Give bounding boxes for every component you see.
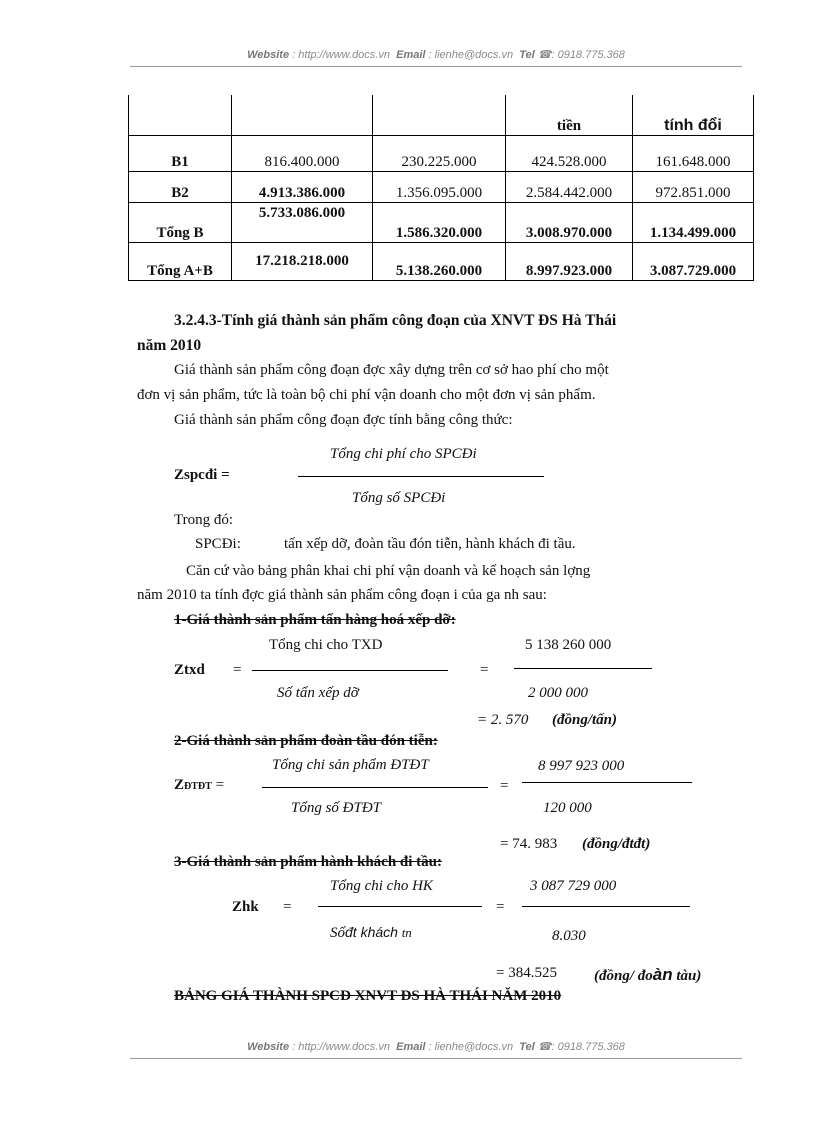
formula-denominator: [330, 924, 412, 942]
equals-sign: =: [233, 662, 242, 678]
row-label: Tổng B: [129, 202, 232, 242]
formula-numerator: Tổng chi cho HK: [330, 878, 433, 894]
table-cell: 5.138.260.000: [373, 242, 506, 280]
fraction-bar: [262, 787, 488, 788]
table-title: BẢNG GIÁ THÀNH SPCĐ XNVT ĐS HÀ THÁI NĂM 2010: [174, 988, 562, 1004]
definition-term: SPCĐi:: [195, 536, 241, 552]
table-cell: 816.400.000: [232, 135, 373, 171]
equals-sign: =: [283, 899, 292, 915]
unit-part: àn: [652, 965, 673, 984]
formula-lhs: Zhk: [232, 899, 259, 915]
fraction-bar: [252, 670, 448, 671]
table-cell: 8.997.923.000: [506, 242, 633, 280]
website-label: Website: [247, 49, 290, 61]
table-cell: 5.733.086.000: [232, 202, 373, 242]
formula-denominator: 8.030: [552, 928, 586, 944]
formula-denominator: 120 000: [543, 800, 592, 816]
item-title: 2-Giá thành sản phẩm đoàn tầu đón tiễn:: [174, 733, 438, 749]
table-cell: 1.134.499.000: [633, 202, 754, 242]
item-title: 1-Giá thành sản phẩm tấn hàng hoá xếp dỡ:: [174, 612, 456, 628]
den-part: đt khách: [345, 924, 398, 940]
page-header: [130, 48, 742, 61]
table-row: [129, 135, 754, 171]
fraction-bar: [318, 906, 482, 907]
footer-rule: [130, 1058, 742, 1059]
where-label: Trong đó:: [174, 512, 234, 528]
paragraph: Căn cứ vào bảng phân khai chi phí vận doanh và kế hoạch sản lợng: [186, 563, 591, 579]
den-part: Số: [330, 925, 345, 941]
result-value: = 2. 570: [477, 712, 529, 728]
row-label: B1: [129, 135, 232, 171]
row-label: B2: [129, 171, 232, 202]
website-value: : http://www.docs.vn: [292, 49, 390, 61]
paragraph: đơn vị sản phẩm, tức là toàn bộ chi phí vận doanh cho một đơn vị sản phẩm.: [137, 387, 596, 403]
formula-denominator: 2 000 000: [528, 685, 588, 701]
table-row: [129, 202, 754, 242]
result-unit: (đồng/tấn): [552, 712, 618, 728]
den-part: tn: [401, 925, 412, 940]
fraction-bar: [522, 906, 690, 907]
table-head-cell: [232, 95, 373, 135]
table-head-row: [129, 95, 754, 135]
formula-numerator: Tổng chi sản phẩm ĐTĐT: [272, 757, 429, 773]
table-cell: 972.851.000: [633, 171, 754, 202]
result-value: = 384.525: [496, 965, 557, 981]
definition-text: tấn xếp dỡ, đoàn tầu đón tiễn, hành khách đi tầu.: [284, 536, 576, 552]
header-rule: [130, 66, 742, 67]
formula-numerator: 3 087 729 000: [530, 878, 617, 894]
formula-denominator: Tổng số ĐTĐT: [291, 800, 382, 816]
table-head-cell: [129, 95, 232, 135]
table-cell: 2.584.442.000: [506, 171, 633, 202]
formula-lhs: Ztxd: [174, 662, 205, 678]
email-value: : lienhe@docs.vn: [428, 49, 514, 61]
item-title: 3-Giá thành sản phẩm hành khách đi tầu:: [174, 854, 443, 870]
row-label: Tổng A+B: [129, 242, 232, 280]
table-head-cell: tính đổi: [633, 95, 754, 135]
tel-value: ☎: 0918.775.368: [537, 49, 625, 61]
table-cell: 1.356.095.000: [373, 171, 506, 202]
website-label: Website: [247, 1041, 290, 1053]
equals-sign: =: [480, 662, 489, 678]
lhs-main: Z: [174, 777, 185, 793]
table-cell: 17.218.218.000: [232, 242, 373, 280]
tel-label: Tel: [519, 49, 535, 61]
table-cell: 4.913.386.000: [232, 171, 373, 202]
table-cell: 3.008.970.000: [506, 202, 633, 242]
equals-sign: =: [496, 899, 505, 915]
result-unit: [594, 965, 701, 985]
tel-label: Tel: [519, 1041, 535, 1053]
paragraph: năm 2010 ta tính đợc giá thành sản phẩm công đoạn i của ga nh sau:: [137, 587, 547, 603]
result-value: = 74. 983: [500, 836, 558, 852]
page-footer: [130, 1040, 742, 1053]
table-row: [129, 242, 754, 280]
formula-denominator: Số tấn xếp dỡ: [277, 685, 359, 701]
table-cell: 230.225.000: [373, 135, 506, 171]
website-value: : http://www.docs.vn: [292, 1041, 390, 1053]
result-unit: (đồng/đtđt): [582, 836, 651, 852]
lhs-subscript: ĐTĐT: [184, 781, 212, 792]
table-cell: 424.528.000: [506, 135, 633, 171]
equals-sign: =: [215, 777, 225, 793]
formula-lhs: [174, 777, 224, 794]
equals-sign: =: [500, 778, 509, 794]
email-label: Email: [396, 1041, 426, 1053]
table-cell: 161.648.000: [633, 135, 754, 171]
cost-table: [128, 95, 754, 281]
formula-numerator: Tổng chi phí cho SPCĐi: [330, 446, 477, 462]
email-label: Email: [396, 49, 426, 61]
formula-numerator: 5 138 260 000: [525, 637, 612, 653]
formula-numerator: Tổng chi cho TXD: [269, 637, 383, 653]
table-cell: 3.087.729.000: [633, 242, 754, 280]
table-cell: 1.586.320.000: [373, 202, 506, 242]
formula-numerator: 8 997 923 000: [538, 758, 625, 774]
unit-part: (đồng/ đo: [594, 968, 653, 984]
table-head-cell: [373, 95, 506, 135]
fraction-bar: [514, 668, 652, 669]
email-value: : lienhe@docs.vn: [428, 1041, 514, 1053]
tel-value: ☎: 0918.775.368: [537, 1041, 625, 1053]
section-title: 3.2.4.3-Tính giá thành sản phẩm công đoạn của XNVT ĐS Hà Thái: [174, 312, 617, 329]
paragraph: Giá thành sản phẩm công đoạn đợc xây dựng trên cơ sở hao phí cho một: [174, 362, 609, 378]
formula-denominator: Tổng số SPCĐi: [352, 490, 446, 506]
table-head-cell: tiền: [506, 95, 633, 135]
formula-lhs: Zspcđi =: [174, 467, 230, 483]
fraction-bar: [522, 782, 692, 783]
fraction-bar: [298, 476, 544, 477]
unit-part: tàu): [676, 968, 702, 984]
table-row: [129, 171, 754, 202]
paragraph: Giá thành sản phẩm công đoạn đợc tính bằng công thức:: [174, 412, 513, 428]
section-title-cont: năm 2010: [137, 337, 202, 354]
